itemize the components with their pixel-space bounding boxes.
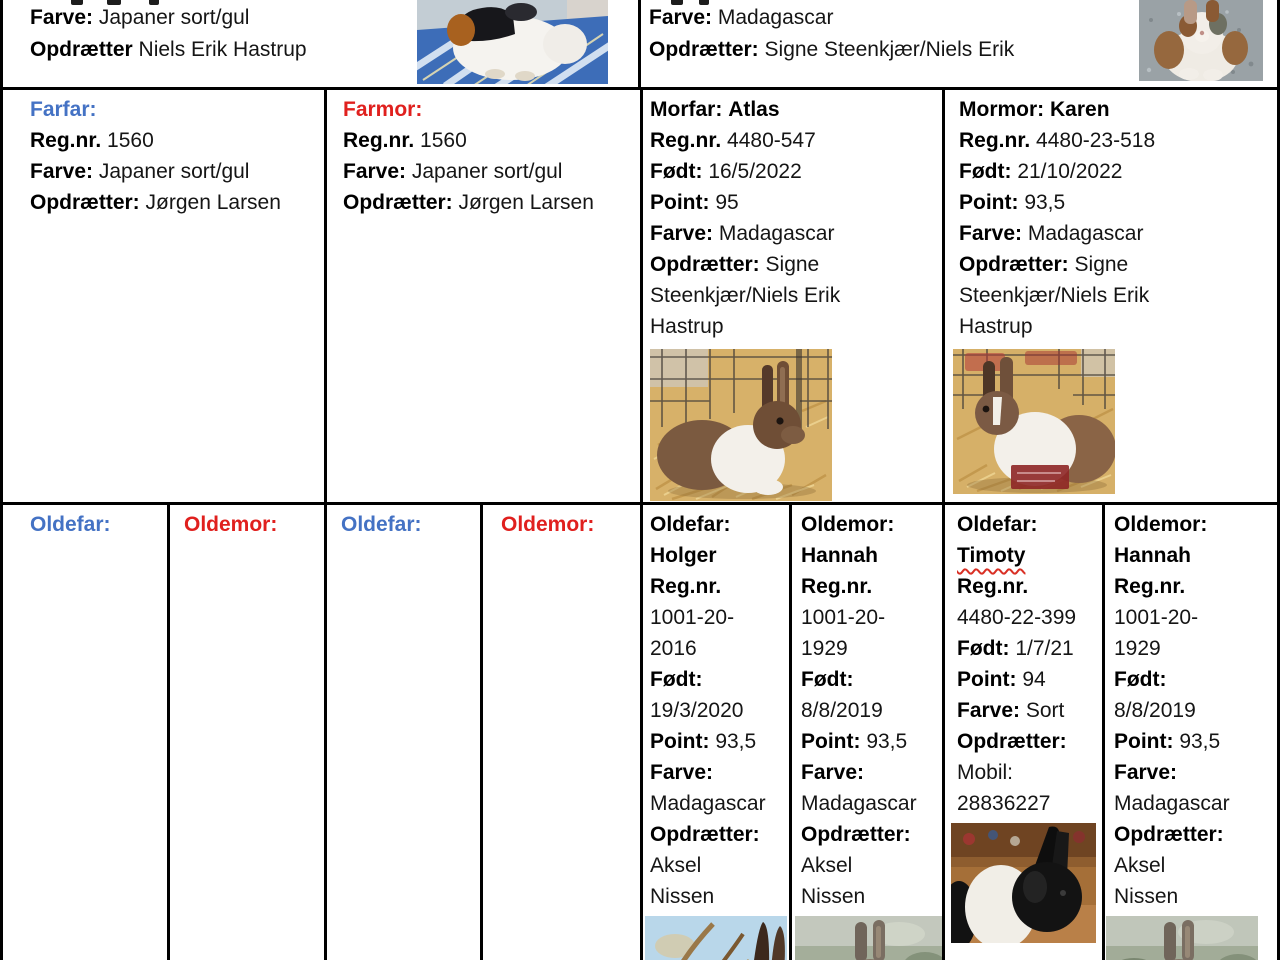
fodt-label: Født: bbox=[650, 160, 703, 183]
hannah-reg-value: 1001-20-1929 bbox=[801, 606, 886, 660]
hannah2-farve-line bbox=[1114, 757, 1235, 819]
farve-label: Farve: bbox=[30, 6, 94, 29]
hannah2-title-line bbox=[1114, 509, 1235, 571]
holger-reg-line bbox=[650, 571, 771, 664]
timoty-opdraetter-line bbox=[957, 726, 1078, 819]
hannah-fodt-value: 8/8/2019 bbox=[801, 699, 883, 722]
cell-oldefar-1 bbox=[3, 505, 170, 960]
morfar-title-line bbox=[650, 94, 908, 125]
farmor-reg-line bbox=[343, 125, 640, 156]
farve-label: Farve: bbox=[650, 222, 714, 245]
farmor-opdraetter-line bbox=[343, 187, 640, 218]
opdraetter-label: Opdrætter: bbox=[650, 253, 760, 276]
opdraetter-label: Opdrætter: bbox=[649, 38, 759, 61]
holger-point-line bbox=[650, 726, 771, 757]
mormor-farve-line bbox=[959, 218, 1217, 249]
opdraetter-label: Opdrætter: bbox=[959, 253, 1069, 276]
cell-oldemor-2 bbox=[483, 505, 643, 960]
photo-oldemor-hannah-2 bbox=[1106, 916, 1258, 960]
farve-label: Farve: bbox=[957, 699, 1021, 722]
fodt-label: Født: bbox=[650, 668, 703, 691]
timoty-farve-line bbox=[957, 695, 1078, 726]
hannah2-opdraetter-value: Aksel Nissen bbox=[1114, 854, 1179, 908]
point-label: Point: bbox=[957, 668, 1017, 691]
point-label: Point: bbox=[650, 191, 710, 214]
clipped-text-fragment bbox=[71, 0, 83, 5]
morfar-name: Atlas bbox=[728, 98, 780, 121]
holger-opdraetter-value: Aksel Nissen bbox=[650, 854, 715, 908]
mormor-name: Karen bbox=[1050, 98, 1110, 121]
timoty-opdraetter-value: Mobil: 28836227 bbox=[957, 761, 1051, 815]
point-label: Point: bbox=[801, 730, 861, 753]
hannah2-point-line bbox=[1114, 726, 1235, 757]
morfar-point-value: 95 bbox=[715, 191, 739, 214]
mormor-point-line bbox=[959, 187, 1217, 218]
hannah-reg-line bbox=[801, 571, 922, 664]
farmor-opdraetter-value: Jørgen Larsen bbox=[458, 191, 594, 214]
cell-father bbox=[3, 0, 641, 87]
mormor-title-line bbox=[959, 94, 1217, 125]
photo-oldemor-hannah bbox=[795, 916, 945, 960]
farve-label: Farve: bbox=[30, 160, 94, 183]
reg-label: Reg.nr. bbox=[801, 575, 873, 598]
photo-oldefar-holger bbox=[645, 916, 787, 960]
hannah2-name: Hannah bbox=[1114, 544, 1192, 567]
hannah2-fodt-line bbox=[1114, 664, 1235, 726]
mormor-point-value: 93,5 bbox=[1024, 191, 1066, 214]
farve-label: Farve: bbox=[649, 6, 713, 29]
hannah2-point-value: 93,5 bbox=[1179, 730, 1221, 753]
father-opdraetter-value: Niels Erik Hastrup bbox=[138, 38, 307, 61]
photo-mormor-karen bbox=[953, 349, 1115, 494]
mormor-fodt-value: 21/10/2022 bbox=[1017, 160, 1123, 183]
farve-label: Farve: bbox=[343, 160, 407, 183]
farmor-farve-line bbox=[343, 156, 640, 187]
clipped-text-fragment bbox=[149, 0, 159, 5]
oldefar-title: Oldefar: bbox=[957, 513, 1038, 536]
farmor-farve-value: Japaner sort/gul bbox=[411, 160, 563, 183]
mormor-opdraetter-value: Signe Steenkjær/Niels Erik Hastrup bbox=[959, 253, 1150, 338]
farfar-opdraetter-value: Jørgen Larsen bbox=[145, 191, 281, 214]
holger-fodt-value: 19/3/2020 bbox=[650, 699, 744, 722]
morfar-opdraetter-value: Signe Steenkjær/Niels Erik Hastrup bbox=[650, 253, 841, 338]
mormor-title: Mormor: bbox=[959, 98, 1045, 121]
morfar-farve-value: Madagascar bbox=[718, 222, 835, 245]
hannah-farve-line bbox=[801, 757, 922, 819]
hannah2-reg-value: 1001-20-1929 bbox=[1114, 606, 1199, 660]
mother-opdraetter-value: Signe Steenkjær/Niels Erik bbox=[764, 38, 1015, 61]
morfar-point-line bbox=[650, 187, 908, 218]
row-grandparents bbox=[3, 90, 1277, 505]
farmor-reg-value: 1560 bbox=[420, 129, 467, 152]
fodt-label: Født: bbox=[957, 637, 1010, 660]
holger-title-line bbox=[650, 509, 771, 571]
photo-father-rabbit bbox=[417, 0, 608, 84]
oldefar-title: Oldefar: bbox=[341, 513, 422, 536]
farfar-opdraetter-line bbox=[30, 187, 324, 218]
farmor-title: Farmor: bbox=[343, 98, 423, 121]
holger-name: Holger bbox=[650, 544, 717, 567]
cell-oldefar-2 bbox=[327, 505, 483, 960]
reg-label: Reg.nr. bbox=[343, 129, 415, 152]
opdraetter-label: Opdrætter: bbox=[650, 823, 760, 846]
timoty-point-value: 94 bbox=[1022, 668, 1046, 691]
farfar-title: Farfar: bbox=[30, 98, 97, 121]
timoty-reg-value: 4480-22-399 bbox=[957, 606, 1077, 629]
cell-oldemor-hannah-2 bbox=[1105, 505, 1277, 960]
fodt-label: Født: bbox=[959, 160, 1012, 183]
cell-farmor bbox=[327, 90, 643, 502]
point-label: Point: bbox=[650, 730, 710, 753]
farfar-farve-value: Japaner sort/gul bbox=[98, 160, 250, 183]
cell-mother bbox=[641, 0, 1277, 87]
holger-fodt-line bbox=[650, 664, 771, 726]
cell-oldefar-holger bbox=[643, 505, 792, 960]
fodt-label: Født: bbox=[801, 668, 854, 691]
opdraetter-label: Opdrætter: bbox=[30, 191, 140, 214]
morfar-title: Morfar: bbox=[650, 98, 723, 121]
opdraetter-label: Opdrætter: bbox=[957, 730, 1067, 753]
cell-oldemor-hannah bbox=[792, 505, 945, 960]
morfar-opdraetter-line bbox=[650, 249, 908, 342]
clipped-text-fragment bbox=[107, 0, 121, 5]
point-label: Point: bbox=[959, 191, 1019, 214]
row-parents bbox=[3, 0, 1277, 90]
morfar-reg-line bbox=[650, 125, 908, 156]
mormor-farve-value: Madagascar bbox=[1027, 222, 1144, 245]
cell-morfar bbox=[643, 90, 945, 502]
hannah-point-line bbox=[801, 726, 922, 757]
cell-oldemor-1 bbox=[170, 505, 327, 960]
farve-label: Farve: bbox=[650, 761, 714, 784]
point-label: Point: bbox=[1114, 730, 1174, 753]
holger-reg-value: 1001-20-2016 bbox=[650, 606, 735, 660]
mormor-opdraetter-line bbox=[959, 249, 1217, 342]
timoty-name: Timoty bbox=[957, 544, 1026, 567]
hannah-farve-value: Madagascar bbox=[801, 792, 917, 815]
opdraetter-label: Opdrætter: bbox=[343, 191, 453, 214]
timoty-fodt-value: 1/7/21 bbox=[1015, 637, 1074, 660]
timoty-title-line bbox=[957, 509, 1078, 571]
hannah2-reg-line bbox=[1114, 571, 1235, 664]
hannah-opdraetter-line bbox=[801, 819, 922, 912]
hannah-opdraetter-value: Aksel Nissen bbox=[801, 854, 866, 908]
hannah2-farve-value: Madagascar bbox=[1114, 792, 1230, 815]
mormor-fodt-line bbox=[959, 156, 1217, 187]
hannah-fodt-line bbox=[801, 664, 922, 726]
oldemor-title: Oldemor: bbox=[801, 513, 895, 536]
reg-label: Reg.nr. bbox=[30, 129, 102, 152]
clipped-text-fragment bbox=[671, 0, 683, 5]
holger-farve-value: Madagascar bbox=[650, 792, 766, 815]
timoty-farve-value: Sort bbox=[1025, 699, 1065, 722]
oldemor-title: Oldemor: bbox=[1114, 513, 1208, 536]
reg-label: Reg.nr. bbox=[650, 129, 722, 152]
morfar-farve-line bbox=[650, 218, 908, 249]
hannah2-fodt-value: 8/8/2019 bbox=[1114, 699, 1196, 722]
farfar-reg-line bbox=[30, 125, 324, 156]
holger-point-value: 93,5 bbox=[715, 730, 757, 753]
opdraetter-label: Opdrætter bbox=[30, 38, 133, 61]
cell-mormor bbox=[945, 90, 1277, 502]
oldefar-title: Oldefar: bbox=[650, 513, 731, 536]
hannah2-opdraetter-line bbox=[1114, 819, 1235, 912]
farve-label: Farve: bbox=[959, 222, 1023, 245]
reg-label: Reg.nr. bbox=[650, 575, 722, 598]
opdraetter-label: Opdrætter: bbox=[1114, 823, 1224, 846]
farfar-reg-value: 1560 bbox=[107, 129, 154, 152]
mormor-reg-value: 4480-23-518 bbox=[1036, 129, 1156, 152]
oldemor-title: Oldemor: bbox=[184, 513, 278, 536]
timoty-reg-line bbox=[957, 571, 1078, 633]
morfar-fodt-line bbox=[650, 156, 908, 187]
reg-label: Reg.nr. bbox=[1114, 575, 1186, 598]
holger-farve-line bbox=[650, 757, 771, 819]
morfar-fodt-value: 16/5/2022 bbox=[708, 160, 802, 183]
cell-farfar bbox=[3, 90, 327, 502]
mormor-reg-line bbox=[959, 125, 1217, 156]
clipped-text-fragment bbox=[699, 0, 709, 5]
farfar-farve-line bbox=[30, 156, 324, 187]
opdraetter-label: Opdrætter: bbox=[801, 823, 911, 846]
reg-label: Reg.nr. bbox=[957, 575, 1029, 598]
hannah-title-line bbox=[801, 509, 922, 571]
fodt-label: Født: bbox=[1114, 668, 1167, 691]
photo-mother-rabbit bbox=[1139, 0, 1263, 81]
father-farve-value: Japaner sort/gul bbox=[98, 6, 250, 29]
photo-oldefar-timoty bbox=[951, 823, 1096, 943]
hannah-point-value: 93,5 bbox=[866, 730, 908, 753]
farve-label: Farve: bbox=[1114, 761, 1178, 784]
reg-label: Reg.nr. bbox=[959, 129, 1031, 152]
photo-morfar-atlas bbox=[650, 349, 832, 501]
farve-label: Farve: bbox=[801, 761, 865, 784]
holger-opdraetter-line bbox=[650, 819, 771, 912]
cell-oldefar-timoty bbox=[945, 505, 1105, 960]
timoty-point-line bbox=[957, 664, 1078, 695]
oldemor-title: Oldemor: bbox=[501, 513, 595, 536]
timoty-fodt-line bbox=[957, 633, 1078, 664]
morfar-reg-value: 4480-547 bbox=[727, 129, 816, 152]
hannah-name: Hannah bbox=[801, 544, 879, 567]
row-great-grandparents bbox=[3, 505, 1277, 960]
oldefar-title: Oldefar: bbox=[30, 513, 111, 536]
mother-farve-value: Madagascar bbox=[717, 6, 834, 29]
